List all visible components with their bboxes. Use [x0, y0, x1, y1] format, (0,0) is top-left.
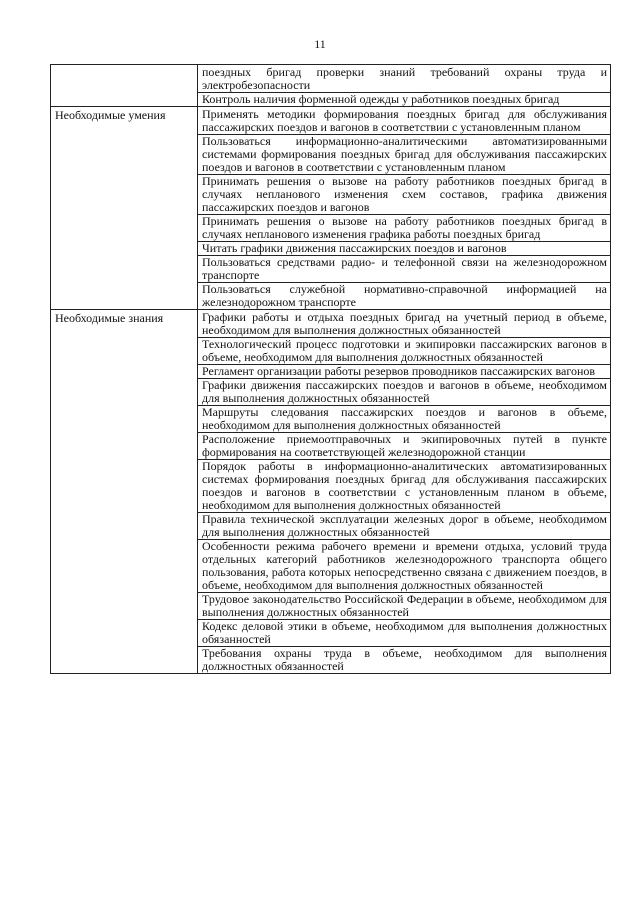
list-item: Применять методики формирования поездных бригад для обслуживания пассажирских поездов и вагонов в соответствии с установленным планом	[202, 107, 607, 134]
list-item: Порядок работы в информационно-аналитических автоматизированных системах формирования поездных бригад для обслуживания пассажирских поездов и вагонов в соответствии с установленным планом в объеме, необходимом для выполнения должностных обязанностей	[198, 459, 610, 512]
list-item: Требования охраны труда в объеме, необходимом для выполнения должностных обязанностей	[198, 646, 610, 673]
competency-table	[50, 64, 611, 674]
knowledge-label: Необходимые знания	[51, 310, 198, 674]
list-item: поездных бригад проверки знаний требований охраны труда и электробезопасности	[202, 65, 607, 92]
list-item: Регламент организации работы резервов проводников пассажирских вагонов	[198, 364, 610, 378]
skills-items-cell	[198, 107, 611, 310]
continuation-row	[51, 65, 611, 107]
list-item: Читать графики движения пассажирских поездов и вагонов	[198, 241, 610, 255]
skills-label: Необходимые умения	[51, 107, 198, 310]
list-item: Расположение приемоотправочных и экипировочных путей в пункте формирования на соответствующей железнодорожной станции	[198, 432, 610, 459]
knowledge-row	[51, 310, 611, 674]
list-item: Кодекс деловой этики в объеме, необходимом для выполнения должностных обязанностей	[198, 619, 610, 646]
list-item: Особенности режима рабочего времени и времени отдыха, условий труда отдельных категорий работников железнодорожного транспорта общего пользования, работа которых непосредственно связана с движением поездов, в объеме, необходимом для выполнения должностных обязанностей	[198, 539, 610, 592]
skills-row	[51, 107, 611, 310]
continuation-label-cell	[51, 65, 198, 107]
list-item: Графики движения пассажирских поездов и вагонов в объеме, необходимом для выполнения должностных обязанностей	[198, 378, 610, 405]
list-item: Контроль наличия форменной одежды у работников поездных бригад	[198, 92, 610, 106]
list-item: Принимать решения о вызове на работу работников поездных бригад в случаях непланового изменения схем составов, графика движения пассажирских поездов и вагонов	[198, 174, 610, 214]
list-item: Правила технической эксплуатации железных дорог в объеме, необходимом для выполнения должностных обязанностей	[198, 512, 610, 539]
list-item: Пользоваться средствами радио- и телефонной связи на железнодорожном транспорте	[198, 255, 610, 282]
list-item: Трудовое законодательство Российской Федерации в объеме, необходимом для выполнения должностных обязанностей	[198, 592, 610, 619]
list-item: Пользоваться служебной нормативно-справочной информацией на железнодорожном транспорте	[198, 282, 610, 309]
knowledge-items-cell	[198, 310, 611, 674]
list-item: Графики работы и отдыха поездных бригад на учетный период в объеме, необходимом для выполнения должностных обязанностей	[202, 310, 607, 337]
list-item: Маршруты следования пассажирских поездов и вагонов в объеме, необходимом для выполнения должностных обязанностей	[198, 405, 610, 432]
list-item: Принимать решения о вызове на работу работников поездных бригад в случаях непланового изменения графика работы поездных бригад	[198, 214, 610, 241]
page-number: 11	[314, 37, 326, 51]
list-item: Пользоваться информационно-аналитическими автоматизированными системами формирования поездных бригад для обслуживания пассажирских поездов и вагонов в соответствии с установленным планом	[198, 134, 610, 174]
continuation-items-cell	[198, 65, 611, 107]
list-item: Технологический процесс подготовки и экипировки пассажирских вагонов в объеме, необходимом для выполнения должностных обязанностей	[198, 337, 610, 364]
